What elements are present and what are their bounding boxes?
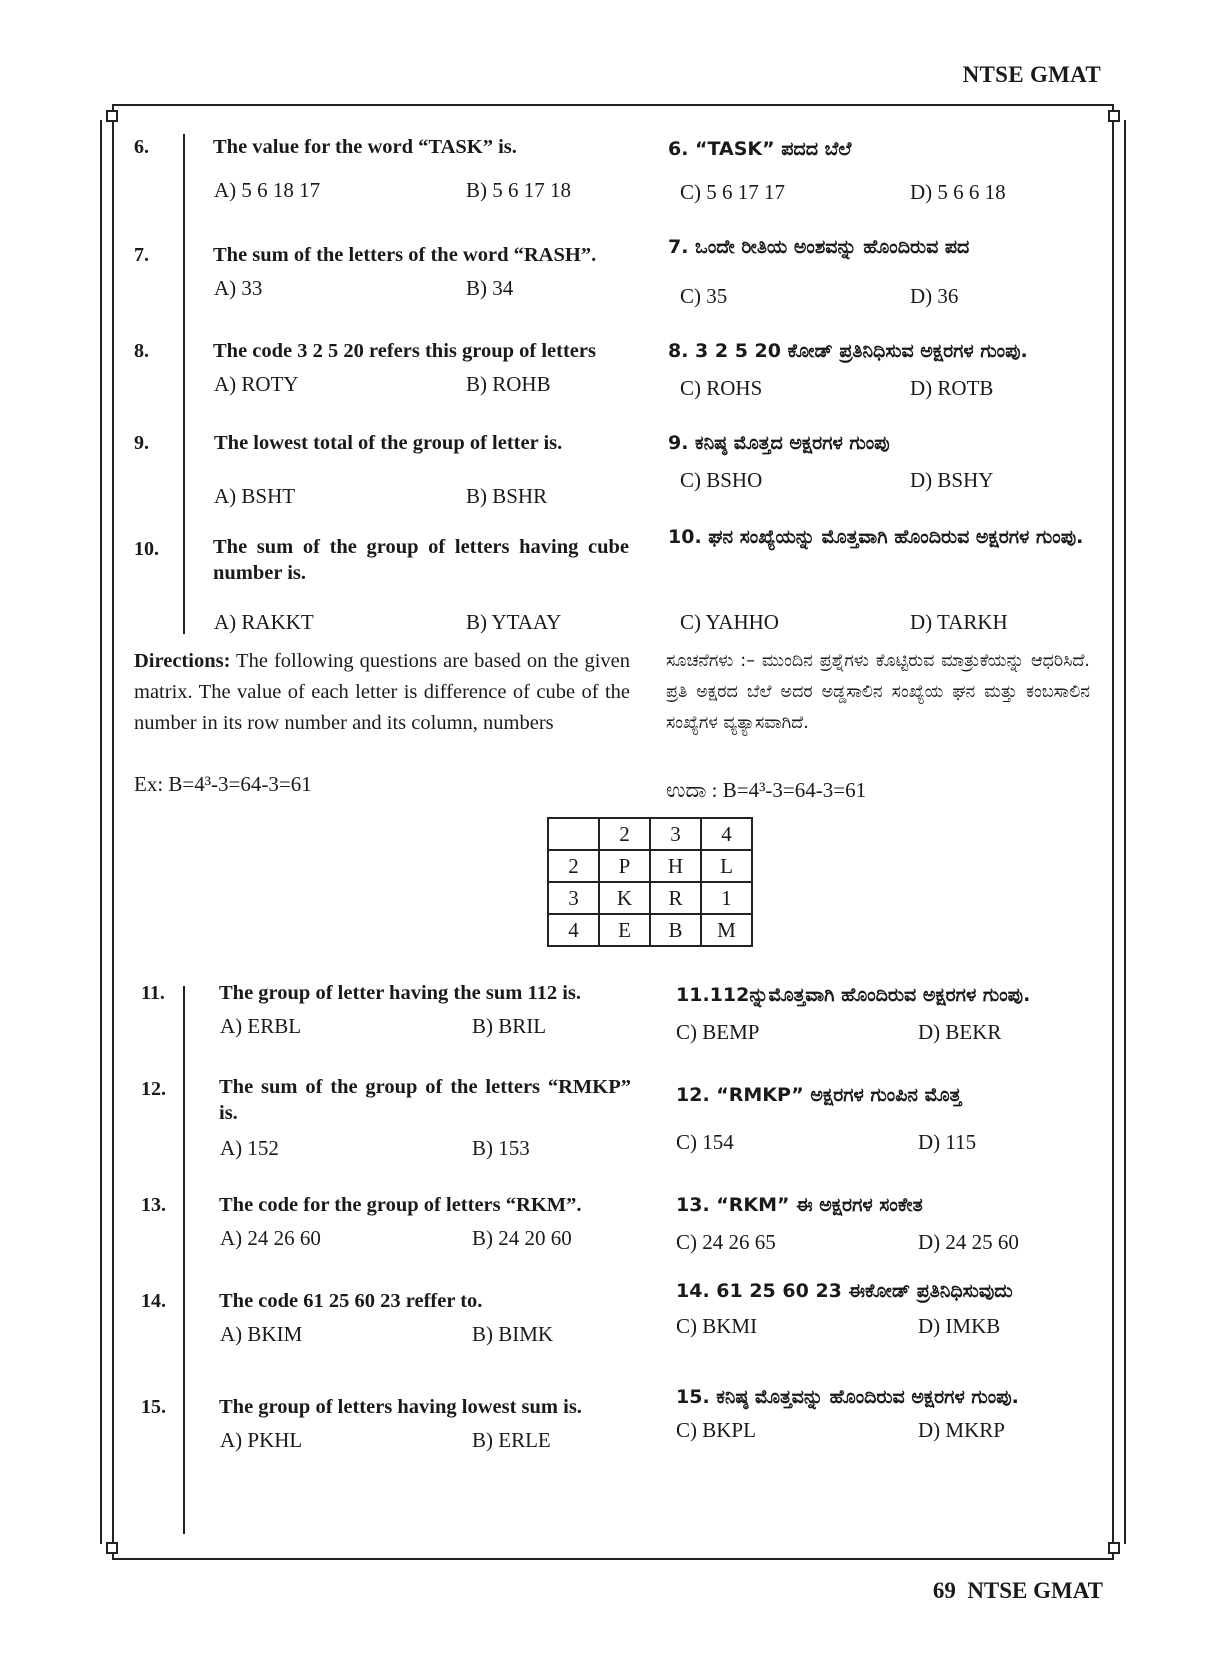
option-c: C) BKMI [676, 1314, 758, 1338]
option-c: C) 24 26 65 [676, 1230, 776, 1254]
question-text: The value for the word “TASK” is. [213, 136, 517, 158]
option-d: D) IMKB [918, 1314, 1001, 1338]
option-d: D) 24 25 60 [918, 1230, 1019, 1254]
question-text: The sum of the letters of the word “RASH”. [213, 244, 597, 266]
matrix-cell [548, 818, 599, 850]
question-number: 14. [141, 1290, 166, 1312]
option-b: B) 24 20 60 [472, 1226, 572, 1250]
directions-label: Directions: [134, 650, 231, 672]
question-text: The code for the group of letters “RKM”. [219, 1194, 582, 1216]
question-text-kannada: 11.112ನ್ನುಮೊತ್ತವಾಗಿ ಹೊಂದಿರುವ ಅಕ್ಷರಗಳ ಗುಂಪು. [676, 984, 1031, 1006]
page-footer [933, 1578, 1103, 1604]
matrix-row [548, 882, 752, 914]
option-a: A) 152 [220, 1136, 279, 1160]
question-text-kannada: 6. “TASK” ಪದದ ಬೆಲೆ [668, 138, 852, 160]
option-a: A) BSHT [214, 484, 296, 508]
question-number: 11. [141, 982, 165, 1004]
question-number: 7. [134, 244, 149, 266]
question-number: 6. [134, 136, 149, 158]
option-b: B) ROHB [466, 372, 551, 396]
option-d: D) MKRP [918, 1418, 1005, 1442]
option-a: A) PKHL [220, 1428, 303, 1452]
option-c: C) 35 [680, 284, 728, 308]
question-number: 9. [134, 432, 149, 454]
option-b: B) 153 [472, 1136, 530, 1160]
option-a: A) 33 [214, 276, 263, 300]
question-number: 8. [134, 340, 149, 362]
question-text: The code 61 25 60 23 reffer to. [219, 1290, 483, 1312]
option-b: B) YTAAY [466, 610, 562, 634]
page-number: 69 [932, 1578, 956, 1603]
option-a: A) 5 6 18 17 [214, 178, 321, 202]
option-c: C) BEMP [676, 1020, 760, 1044]
question-number: 10. [134, 538, 159, 560]
matrix-cell: 4 [701, 818, 752, 850]
matrix-cell: P [599, 850, 650, 882]
option-c: C) ROHS [680, 376, 763, 400]
option-c: C) 154 [676, 1130, 734, 1154]
option-d: D) 5 6 6 18 [910, 180, 1006, 204]
option-c: C) BSHO [680, 468, 763, 492]
option-b: B) BSHR [466, 484, 548, 508]
footer-title: NTSE GMAT [967, 1578, 1103, 1603]
question-text-kannada: 12. “RMKP” ಅಕ್ಷರಗಳ ಗುಂಪಿನ ಮೊತ್ತ [676, 1084, 962, 1106]
page-header-title: NTSE GMAT [962, 62, 1101, 87]
directions-text [134, 646, 630, 739]
frame-corner-ornament [1108, 110, 1120, 122]
question-column-divider [183, 986, 185, 1534]
option-c: C) 5 6 17 17 [680, 180, 785, 204]
question-text: The lowest total of the group of letter is. [214, 432, 563, 454]
option-a: A) ROTY [214, 372, 299, 396]
matrix-cell: 4 [548, 914, 599, 946]
matrix-row [548, 850, 752, 882]
question-number: 13. [141, 1194, 166, 1216]
matrix-cell: M [701, 914, 752, 946]
question-text-kannada: 10. ಘನ ಸಂಖ್ಯೆಯನ್ನು ಮೊತ್ತವಾಗಿ ಹೊಂದಿರುವ ಅಕ್ಷರಗಳ ಗುಂಪು. [668, 526, 1084, 548]
option-d: D) BSHY [910, 468, 994, 492]
question-number: 12. [141, 1078, 166, 1100]
option-b: B) BIMK [472, 1322, 554, 1346]
matrix-cell: 3 [548, 882, 599, 914]
frame-corner-ornament [106, 110, 118, 122]
matrix-cell: 2 [599, 818, 650, 850]
frame-corner-ornament [106, 1542, 118, 1554]
option-b: B) 5 6 17 18 [466, 178, 571, 202]
directions-body: The following questions are based on the given matrix. The value of each letter is difference of cube of the number in its row number and its column, numbers [134, 650, 630, 734]
directions-text-kannada: ಸೂಚನೆಗಳು :– ಮುಂದಿನ ಪ್ರಶ್ನೆಗಳು ಕೊಟ್ಟಿರುವ ಮಾತ್ರುಕೆಯನ್ನು ಆಧರಿಸಿದೆ. ಪ್ರತಿ ಅಕ್ಷರದ ಬೆಲೆ ಅದರ ಅಡ್ಡಸಾಲಿನ ಸಂಖ್ಯೆಯ ಘನ ಮತ್ತು ಕಂಬಸಾಲಿನ ಸಂಖ್ಯೆಗಳ ವ್ಯತ್ಯಾಸವಾಗಿದೆ. [666, 651, 1090, 733]
option-b: B) 34 [466, 276, 514, 300]
option-a: A) RAKKT [214, 610, 314, 634]
question-text: The group of letters having lowest sum is. [219, 1396, 582, 1418]
option-d: D) 36 [910, 284, 959, 308]
matrix-cell: E [599, 914, 650, 946]
matrix-row [548, 818, 752, 850]
question-number: 15. [141, 1396, 166, 1418]
option-c: C) BKPL [676, 1418, 756, 1442]
question-text: The code 3 2 5 20 refers this group of letters [213, 340, 596, 362]
matrix-cell: K [599, 882, 650, 914]
matrix-row [548, 914, 752, 946]
option-a: A) 24 26 60 [220, 1226, 321, 1250]
option-a: A) ERBL [220, 1014, 302, 1038]
matrix-cell: H [650, 850, 701, 882]
option-b: B) ERLE [472, 1428, 551, 1452]
matrix-cell: 1 [701, 882, 752, 914]
letter-matrix [547, 817, 753, 947]
question-text: The sum of the group of the letters “RMKP” is. [219, 1076, 631, 1124]
question-column-divider [183, 134, 185, 634]
option-d: D) ROTB [910, 376, 994, 400]
frame-corner-ornament [1108, 1542, 1120, 1554]
matrix-cell: 2 [548, 850, 599, 882]
question-text-kannada: 8. 3 2 5 20 ಕೋಡ್ ಪ್ರತಿನಿಧಿಸುವ ಅಕ್ಷರಗಳ ಗುಂಪು. [668, 340, 1028, 362]
question-text: The sum of the group of letters having cube number is. [213, 536, 629, 584]
question-text-kannada: 15. ಕನಿಷ್ಠ ಮೊತ್ತವನ್ನು ಹೊಂದಿರುವ ಅಕ್ಷರಗಳ ಗುಂಪು. [676, 1386, 1019, 1408]
option-d: D) BEKR [918, 1020, 1002, 1044]
option-d: D) TARKH [910, 610, 1008, 634]
directions-example-kannada: ಉದಾ : B=4³-3=64-3=61 [666, 778, 867, 802]
question-text: The group of letter having the sum 112 is. [219, 982, 582, 1004]
matrix-cell: R [650, 882, 701, 914]
option-d: D) 115 [918, 1130, 977, 1154]
option-a: A) BKIM [220, 1322, 303, 1346]
question-text-kannada: 13. “RKM” ಈ ಅಕ್ಷರಗಳ ಸಂಕೇತ [676, 1194, 923, 1216]
question-text-kannada: 7. ಒಂದೇ ರೀತಿಯ ಅಂಶವನ್ನು ಹೊಂದಿರುವ ಪದ [668, 236, 970, 258]
matrix-cell: B [650, 914, 701, 946]
directions-example: Ex: B=4³-3=64-3=61 [134, 772, 312, 796]
option-b: B) BRIL [472, 1014, 547, 1038]
option-c: C) YAHHO [680, 610, 779, 634]
matrix-cell: 3 [650, 818, 701, 850]
matrix-cell: L [701, 850, 752, 882]
question-text-kannada: 14. 61 25 60 23 ಈಕೋಡ್ ಪ್ರತಿನಿಧಿಸುವುದು [676, 1280, 1013, 1302]
question-text-kannada: 9. ಕನಿಷ್ಠ ಮೊತ್ತದ ಅಕ್ಷರಗಳ ಗುಂಪು [668, 432, 890, 454]
